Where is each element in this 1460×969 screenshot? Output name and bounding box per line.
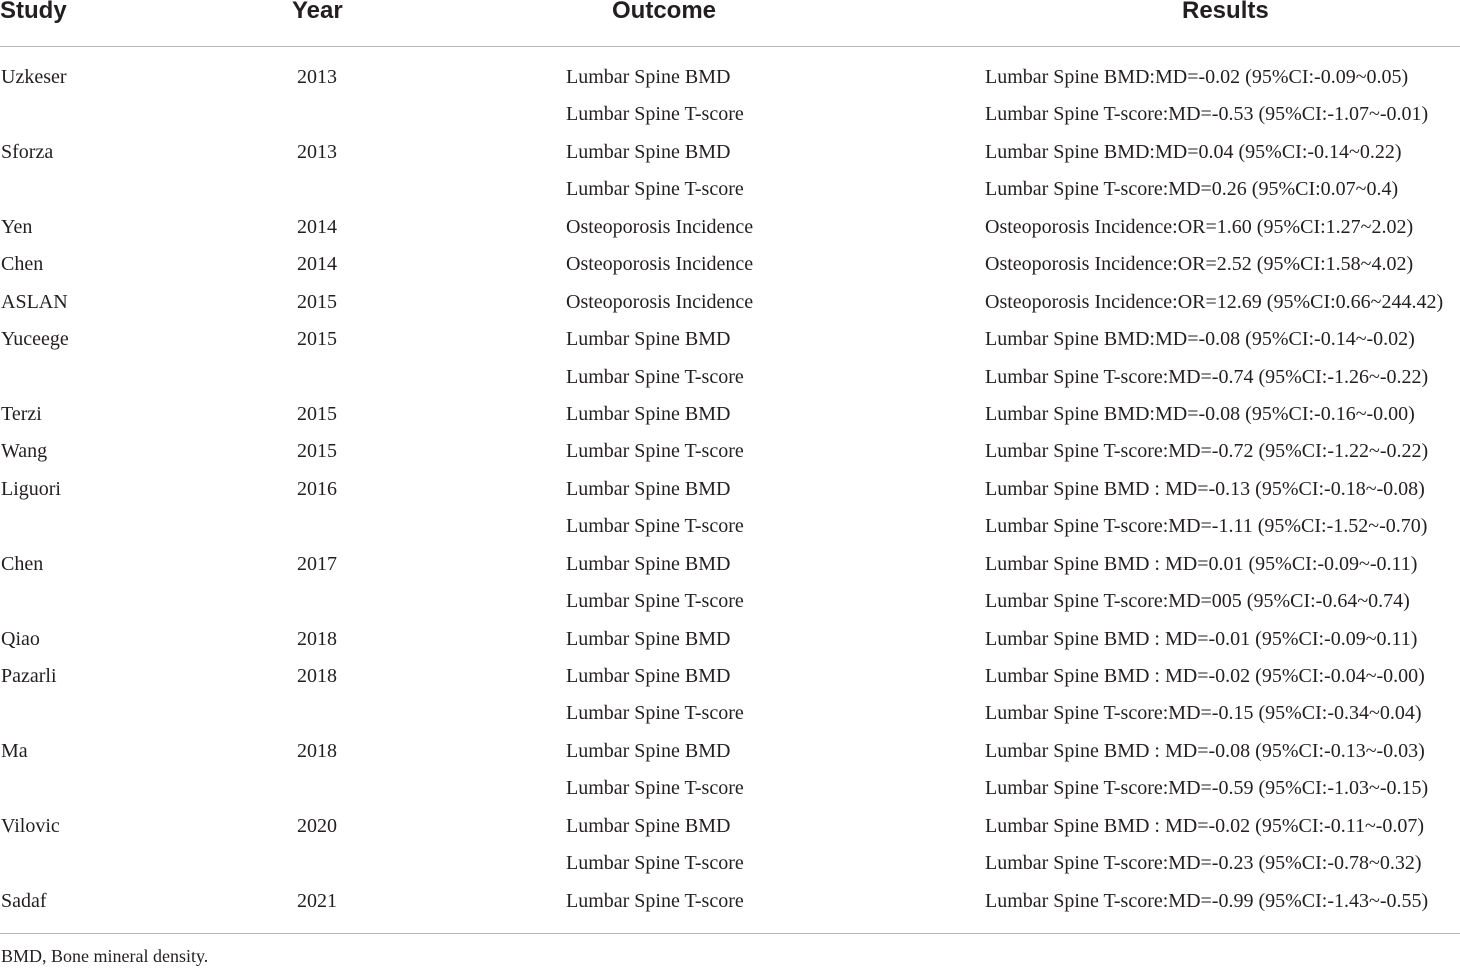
cell-results: Lumbar Spine BMD : MD=-0.13 (95%CI:-0.18~-0.08)	[985, 477, 1425, 500]
cell-outcome: Lumbar Spine T-score	[566, 702, 744, 725]
cell-outcome: Lumbar Spine T-score	[566, 103, 744, 126]
cell-study: Terzi	[1, 402, 42, 425]
cell-results: Osteoporosis Incidence:OR=1.60 (95%CI:1.27~2.02)	[985, 215, 1414, 238]
cell-results: Lumbar Spine BMD:MD=0.04 (95%CI:-0.14~0.22)	[985, 140, 1402, 163]
cell-study: Qiao	[1, 627, 40, 650]
cell-results: Lumbar Spine T-score:MD=-0.15 (95%CI:-0.34~0.04)	[985, 702, 1422, 725]
cell-outcome: Lumbar Spine T-score	[566, 777, 744, 800]
cell-results: Lumbar Spine BMD:MD=-0.08 (95%CI:-0.14~-0.02)	[985, 328, 1415, 351]
table-row	[0, 695, 1460, 732]
cell-outcome: Osteoporosis Incidence	[566, 290, 754, 313]
column-header-study: Study	[0, 0, 67, 24]
table-row	[0, 321, 1460, 358]
cell-study: Liguori	[1, 477, 61, 500]
cell-study: Chen	[1, 253, 44, 276]
table-row	[0, 770, 1460, 807]
cell-outcome: Lumbar Spine BMD	[566, 140, 731, 163]
cell-study: Ma	[1, 739, 28, 762]
cell-year: 2017	[297, 552, 337, 575]
cell-results: Lumbar Spine T-score:MD=0.26 (95%CI:0.07~0.4)	[985, 178, 1399, 201]
cell-study: Chen	[1, 552, 44, 575]
cell-year: 2016	[297, 477, 337, 500]
cell-results: Lumbar Spine T-score:MD=-1.11 (95%CI:-1.52~-0.70)	[985, 515, 1428, 538]
cell-study: ASLAN	[1, 290, 68, 313]
cell-outcome: Lumbar Spine BMD	[566, 552, 731, 575]
table-row	[0, 59, 1460, 96]
table-row	[0, 808, 1460, 845]
cell-outcome: Lumbar Spine T-score	[566, 440, 744, 463]
table-row	[0, 284, 1460, 321]
table-row	[0, 171, 1460, 208]
table-body	[0, 59, 1460, 920]
cell-results: Lumbar Spine BMD : MD=-0.01 (95%CI:-0.09~0.11)	[985, 627, 1418, 650]
cell-results: Lumbar Spine BMD:MD=-0.08 (95%CI:-0.16~-0.00)	[985, 402, 1415, 425]
cell-year: 2014	[297, 215, 337, 238]
cell-outcome: Lumbar Spine BMD	[566, 627, 731, 650]
cell-year: 2018	[297, 627, 337, 650]
cell-year: 2015	[297, 290, 337, 313]
cell-results: Lumbar Spine BMD : MD=-0.02 (95%CI:-0.04~-0.00)	[985, 665, 1425, 687]
cell-study: Uzkeser	[1, 66, 67, 88]
table-row	[0, 359, 1460, 396]
cell-study: Yen	[1, 215, 33, 238]
cell-results: Lumbar Spine T-score:MD=-0.23 (95%CI:-0.78~0.32)	[985, 852, 1422, 875]
table-bottom-rule	[0, 933, 1460, 934]
cell-results: Lumbar Spine T-score:MD=-0.74 (95%CI:-1.26~-0.22)	[985, 365, 1429, 388]
cell-outcome: Osteoporosis Incidence	[566, 215, 754, 238]
cell-study: Vilovic	[1, 814, 60, 837]
table-footnote: BMD, Bone mineral density.	[1, 946, 209, 966]
table-row	[0, 883, 1460, 920]
cell-results: Lumbar Spine BMD : MD=-0.08 (95%CI:-0.13~-0.03)	[985, 739, 1425, 762]
cell-year: 2013	[297, 140, 337, 163]
cell-results: Lumbar Spine T-score:MD=-0.72 (95%CI:-1.22~-0.22)	[985, 440, 1429, 463]
column-header-results: Results	[1182, 0, 1269, 24]
table-row	[0, 546, 1460, 583]
column-header-year: Year	[292, 0, 343, 24]
cell-outcome: Lumbar Spine BMD	[566, 66, 731, 88]
cell-outcome: Lumbar Spine T-score	[566, 178, 744, 201]
cell-study: Sforza	[1, 140, 54, 163]
cell-results: Lumbar Spine BMD:MD=-0.02 (95%CI:-0.09~0.05)	[985, 66, 1409, 88]
table-row	[0, 396, 1460, 433]
table-row	[0, 621, 1460, 658]
cell-outcome: Lumbar Spine T-score	[566, 515, 744, 538]
table-row	[0, 209, 1460, 246]
table-row	[0, 471, 1460, 508]
cell-outcome: Lumbar Spine T-score	[566, 889, 744, 912]
cell-results: Osteoporosis Incidence:OR=12.69 (95%CI:0.66~244.42)	[985, 290, 1444, 313]
cell-outcome: Lumbar Spine BMD	[566, 477, 731, 500]
cell-outcome: Lumbar Spine BMD	[566, 328, 731, 351]
table-row	[0, 433, 1460, 470]
cell-outcome: Lumbar Spine BMD	[566, 665, 731, 687]
cell-study: Sadaf	[1, 889, 47, 912]
cell-outcome: Lumbar Spine BMD	[566, 814, 731, 837]
cell-outcome: Osteoporosis Incidence	[566, 253, 754, 276]
cell-year: 2015	[297, 402, 337, 425]
table-row	[0, 845, 1460, 882]
cell-study: Pazarli	[1, 665, 57, 687]
cell-year: 2021	[297, 889, 337, 912]
cell-results: Lumbar Spine BMD : MD=0.01 (95%CI:-0.09~-0.11)	[985, 552, 1418, 575]
cell-year: 2020	[297, 814, 337, 837]
table-row	[0, 134, 1460, 171]
table-row	[0, 583, 1460, 620]
column-header-outcome: Outcome	[612, 0, 717, 24]
cell-results: Lumbar Spine T-score:MD=005 (95%CI:-0.64~0.74)	[985, 590, 1410, 613]
cell-outcome: Lumbar Spine BMD	[566, 402, 731, 425]
cell-results: Lumbar Spine T-score:MD=-0.59 (95%CI:-1.03~-0.15)	[985, 777, 1429, 800]
cell-year: 2018	[297, 665, 337, 687]
cell-year: 2014	[297, 253, 337, 276]
cell-results: Osteoporosis Incidence:OR=2.52 (95%CI:1.58~4.02)	[985, 253, 1414, 276]
cell-study: Wang	[1, 440, 48, 463]
cell-outcome: Lumbar Spine T-score	[566, 590, 744, 613]
table-row	[0, 733, 1460, 770]
cell-year: 2018	[297, 739, 337, 762]
cell-study: Yuceege	[1, 328, 69, 351]
table-row	[0, 508, 1460, 545]
cell-results: Lumbar Spine BMD : MD=-0.02 (95%CI:-0.11~-0.07)	[985, 814, 1425, 837]
table-row	[0, 96, 1460, 133]
table-row	[0, 658, 1460, 695]
cell-year: 2015	[297, 328, 337, 351]
cell-results: Lumbar Spine T-score:MD=-0.53 (95%CI:-1.07~-0.01)	[985, 103, 1429, 126]
cell-outcome: Lumbar Spine T-score	[566, 365, 744, 388]
cell-results: Lumbar Spine T-score:MD=-0.99 (95%CI:-1.43~-0.55)	[985, 889, 1429, 912]
cell-year: 2013	[297, 66, 337, 88]
table-row	[0, 246, 1460, 283]
cell-year: 2015	[297, 440, 337, 463]
cell-outcome: Lumbar Spine BMD	[566, 739, 731, 762]
cell-outcome: Lumbar Spine T-score	[566, 852, 744, 875]
table-header	[0, 0, 1460, 47]
